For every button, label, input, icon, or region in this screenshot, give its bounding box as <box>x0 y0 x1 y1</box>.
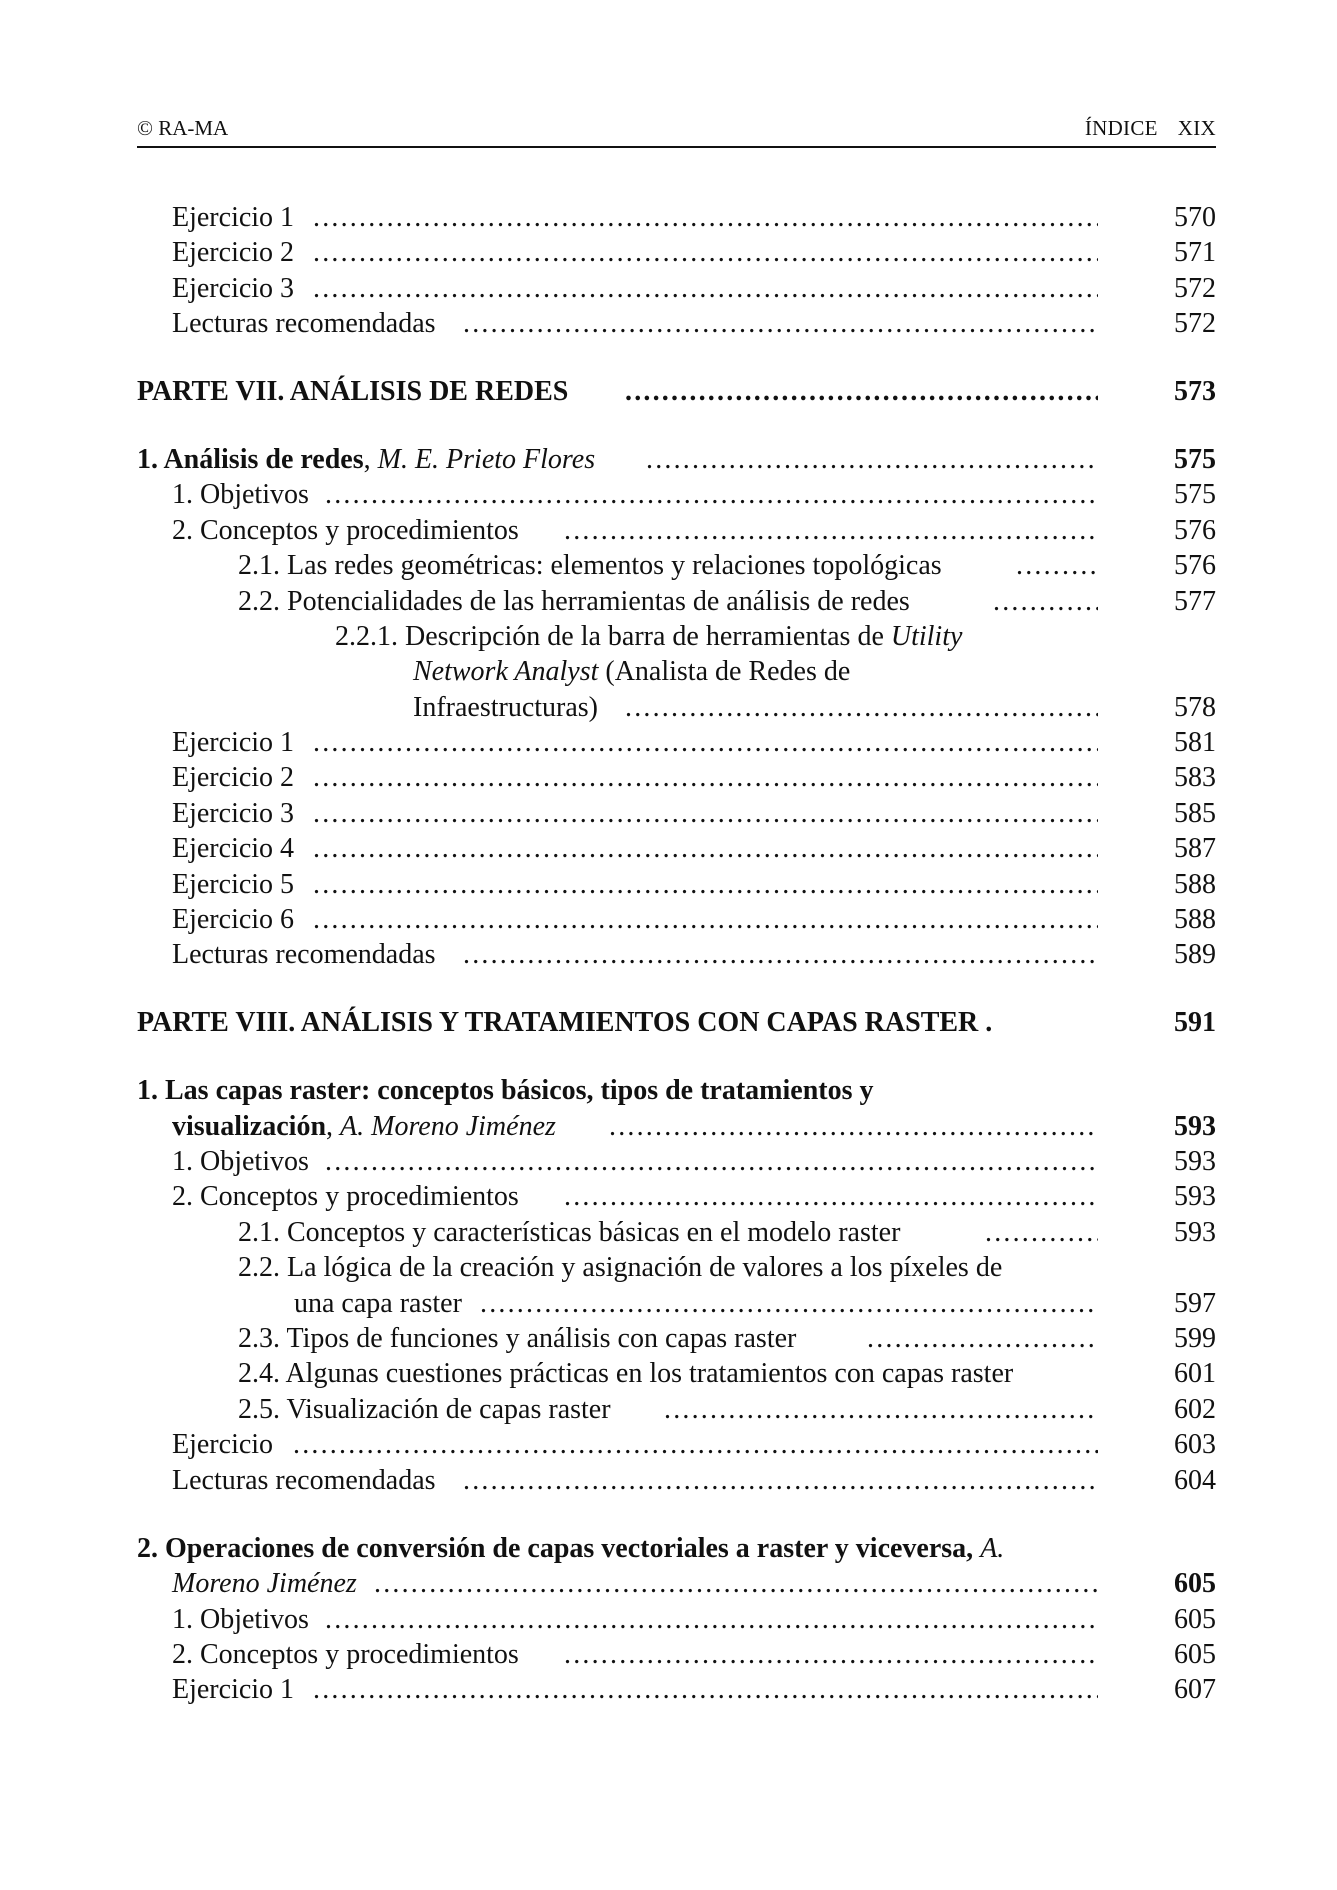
toc-entry-page: 578 <box>1174 691 1216 723</box>
toc-entry[interactable] <box>137 1427 1216 1462</box>
dot-leader <box>463 1463 1098 1498</box>
toc-subentry[interactable] <box>137 1356 1216 1391</box>
toc-entry-page: 572 <box>1174 308 1216 340</box>
toc-entry-label: Ejercicio 1 <box>172 727 295 759</box>
toc-entry-label: 2. Conceptos y procedimientos <box>172 1639 519 1671</box>
publisher-mark: © RA-MA <box>137 116 229 140</box>
toc-entry-label: 2.3. Tipos de funciones y análisis con capas raster <box>238 1322 797 1354</box>
toc-entry-label: Ejercicio 6 <box>172 904 295 936</box>
dot-leader <box>313 200 1098 235</box>
dot-leader <box>313 271 1098 306</box>
toc-subsubentry[interactable] <box>137 619 1216 654</box>
toc-entry-label: 2.1. Las redes geométricas: elementos y relaciones topológicas <box>238 550 942 582</box>
dot-leader <box>313 796 1098 831</box>
toc-entry-label: 2.2. La lógica de la creación y asignación de valores a los píxeles de <box>238 1252 1003 1284</box>
toc-entry-label: 2. Conceptos y procedimientos <box>172 514 519 546</box>
toc-entry-page: 589 <box>1174 939 1216 971</box>
toc-entry-label: 2.4. Algunas cuestiones prácticas en los tratamientos con capas raster <box>238 1358 1014 1390</box>
toc-subentry[interactable] <box>137 1321 1216 1356</box>
toc-chapter-cont[interactable] <box>137 1566 1216 1601</box>
toc-entry-page: 603 <box>1174 1429 1216 1461</box>
dot-leader <box>313 235 1098 270</box>
dot-leader <box>993 584 1098 619</box>
dot-leader <box>463 937 1098 972</box>
toc-entry[interactable] <box>137 1179 1216 1214</box>
toc-entry[interactable] <box>137 306 1216 341</box>
toc-entry-label: Ejercicio 1 <box>172 1674 295 1706</box>
chapter-title: 1. Las capas raster: conceptos básicos, tipos de tratamientos y <box>137 1075 874 1107</box>
dot-leader <box>985 1215 1098 1250</box>
toc-entry[interactable] <box>137 235 1216 270</box>
toc-chapter <box>137 1531 1216 1566</box>
toc-entry-page: 605 <box>1174 1568 1216 1600</box>
toc-entry-page: 601 <box>1174 1358 1216 1390</box>
toc-subentry[interactable] <box>137 584 1216 619</box>
toc-entry[interactable] <box>137 1463 1216 1498</box>
toc-entry-label: Ejercicio 2 <box>172 762 295 794</box>
toc-entry-page: 591 <box>1174 1006 1216 1038</box>
toc-entry-page: 607 <box>1174 1674 1216 1706</box>
toc-part-heading[interactable] <box>137 374 1216 409</box>
page-number-roman: XIX <box>1177 116 1216 140</box>
toc-entry-page: 605 <box>1174 1603 1216 1635</box>
toc-entry-page: 602 <box>1174 1393 1216 1425</box>
dot-leader <box>1016 548 1098 583</box>
toc-entry-label: una capa raster <box>294 1287 462 1319</box>
dot-leader <box>293 1427 1098 1462</box>
toc-entry[interactable] <box>137 760 1216 795</box>
toc-entry-label: 2.2.1. Descripción de la barra de herramientas de <box>335 620 884 652</box>
part-title: PARTE VII. ANÁLISIS DE REDES <box>137 375 569 407</box>
toc-entry-label: Lecturas recomendadas <box>172 308 436 340</box>
toc-entry[interactable] <box>137 1637 1216 1672</box>
toc-entry-page: 576 <box>1174 550 1216 582</box>
toc-entry-label: 1. Objetivos <box>172 1145 309 1177</box>
toc-entry[interactable] <box>137 513 1216 548</box>
toc-entry-page: 597 <box>1174 1287 1216 1319</box>
table-of-contents <box>137 200 1216 1708</box>
toc-subentry[interactable] <box>137 1215 1216 1250</box>
toc-entry[interactable] <box>137 1672 1216 1707</box>
toc-entry-label: Ejercicio 1 <box>172 202 295 233</box>
toc-entry-page: 605 <box>1174 1639 1216 1671</box>
toc-subentry[interactable] <box>137 548 1216 583</box>
dot-leader <box>374 1566 1098 1601</box>
toc-entry[interactable] <box>137 1144 1216 1179</box>
toc-entry-label: 1. Objetivos <box>172 1603 309 1635</box>
dot-leader <box>313 1672 1098 1707</box>
toc-subentry[interactable] <box>137 1392 1216 1427</box>
dot-leader <box>325 1144 1098 1179</box>
dot-leader <box>463 306 1098 341</box>
toc-entry-page: 575 <box>1174 479 1216 511</box>
toc-entry-label: 2.2. Potencialidades de las herramientas de análisis de redes <box>238 585 910 617</box>
toc-entry[interactable] <box>137 1602 1216 1637</box>
toc-subentry <box>137 1250 1216 1285</box>
header-right <box>1085 116 1216 141</box>
dot-leader <box>664 1392 1098 1427</box>
toc-entry[interactable] <box>137 867 1216 902</box>
chapter-title: visualización <box>172 1110 327 1142</box>
dot-leader <box>625 374 1098 409</box>
chapter-author: M. E. Prieto Flores <box>377 443 596 475</box>
toc-entry-page: 604 <box>1174 1464 1216 1496</box>
toc-entry-label: 2. Conceptos y procedimientos <box>172 1181 519 1213</box>
toc-entry-page: 583 <box>1174 762 1216 794</box>
toc-entry-page: 593 <box>1174 1181 1216 1213</box>
toc-subsubentry-cont[interactable] <box>137 690 1216 725</box>
dot-leader <box>313 760 1098 795</box>
dot-leader <box>564 1179 1098 1214</box>
toc-entry-page: 575 <box>1174 443 1216 475</box>
dot-leader <box>313 831 1098 866</box>
toc-entry-page: 593 <box>1174 1110 1216 1142</box>
toc-entry-page: 588 <box>1174 868 1216 900</box>
toc-entry-label: Ejercicio 3 <box>172 272 295 304</box>
toc-entry[interactable] <box>137 831 1216 866</box>
chapter-title: 1. Análisis de redes <box>137 443 364 475</box>
toc-entry-label: Lecturas recomendadas <box>172 939 436 971</box>
chapter-title: 2. Operaciones de conversión de capas vectoriales a raster y viceversa, <box>137 1532 974 1564</box>
section-title: ÍNDICE <box>1084 116 1158 140</box>
toc-entry-label: Lecturas recomendadas <box>172 1464 436 1496</box>
toc-entry-label: Ejercicio <box>172 1429 274 1461</box>
toc-entry-label: 1. Objetivos <box>172 479 309 511</box>
toc-subsubentry-cont: Network Analyst (Analista de Redes de <box>413 656 851 688</box>
toc-entry-page: 588 <box>1174 904 1216 936</box>
dot-leader <box>564 1637 1098 1672</box>
toc-entry-page: 577 <box>1174 585 1216 617</box>
dot-leader <box>325 477 1098 512</box>
header-rule <box>137 146 1216 148</box>
toc-chapter <box>137 1073 1216 1108</box>
chapter-author: A. Moreno Jiménez <box>340 1110 556 1142</box>
toc-entry[interactable] <box>137 725 1216 760</box>
toc-part-heading[interactable] <box>137 1005 1216 1040</box>
toc-entry-label: Infraestructuras) <box>413 691 599 723</box>
toc-entry-page: 593 <box>1174 1145 1216 1177</box>
dot-leader <box>564 513 1098 548</box>
toc-entry[interactable] <box>137 902 1216 937</box>
toc-entry-page: 573 <box>1174 375 1216 407</box>
toc-entry-page: 593 <box>1174 1216 1216 1248</box>
toc-entry[interactable] <box>137 477 1216 512</box>
dot-leader <box>313 725 1098 760</box>
toc-entry-page: 571 <box>1174 237 1216 269</box>
dot-leader <box>480 1286 1098 1321</box>
dot-leader <box>625 690 1098 725</box>
dot-leader <box>867 1321 1098 1356</box>
chapter-author: Moreno Jiménez <box>172 1568 357 1600</box>
toc-subentry-cont[interactable] <box>137 1286 1216 1321</box>
dot-leader <box>313 902 1098 937</box>
toc-entry[interactable] <box>137 271 1216 306</box>
dot-leader <box>325 1602 1098 1637</box>
toc-entry-page: 585 <box>1174 797 1216 829</box>
toc-chapter-cont[interactable]: visualización, A. Moreno Jiménez . . . 593 <box>137 1109 1216 1144</box>
toc-entry-label: Ejercicio 3 <box>172 797 295 829</box>
toc-entry-italic: Utility <box>890 620 963 652</box>
toc-entry-page: 587 <box>1174 833 1216 865</box>
toc-entry-page: 581 <box>1174 727 1216 759</box>
toc-entry-page: 570 <box>1174 202 1216 233</box>
toc-entry[interactable] <box>137 796 1216 831</box>
toc-entry-label: Ejercicio 2 <box>172 237 295 269</box>
toc-entry-label: 2.5. Visualización de capas raster <box>238 1393 611 1425</box>
dot-leader <box>313 867 1098 902</box>
toc-entry[interactable] <box>137 937 1216 972</box>
toc-entry-page: 599 <box>1174 1322 1216 1354</box>
chapter-author: A. <box>980 1532 1005 1564</box>
toc-entry-label: Ejercicio 4 <box>172 833 295 865</box>
toc-entry-page: 572 <box>1174 272 1216 304</box>
toc-entry-label: 2.1. Conceptos y características básicas en el modelo raster <box>238 1216 901 1248</box>
running-header <box>137 116 1216 146</box>
part-title: PARTE VIII. ANÁLISIS Y TRATAMIENTOS CON CAPAS RASTER . <box>137 1006 993 1038</box>
dot-leader <box>609 1109 1098 1144</box>
toc-chapter[interactable]: 1. Análisis de redes, M. E. Prieto Flores . . . 575 <box>137 442 1216 477</box>
toc-entry-italic: Network Analyst <box>413 656 599 688</box>
dot-leader <box>646 442 1098 477</box>
toc-entry[interactable] <box>137 200 1216 235</box>
toc-entry-label: Ejercicio 5 <box>172 868 295 900</box>
toc-entry-page: 576 <box>1174 514 1216 546</box>
